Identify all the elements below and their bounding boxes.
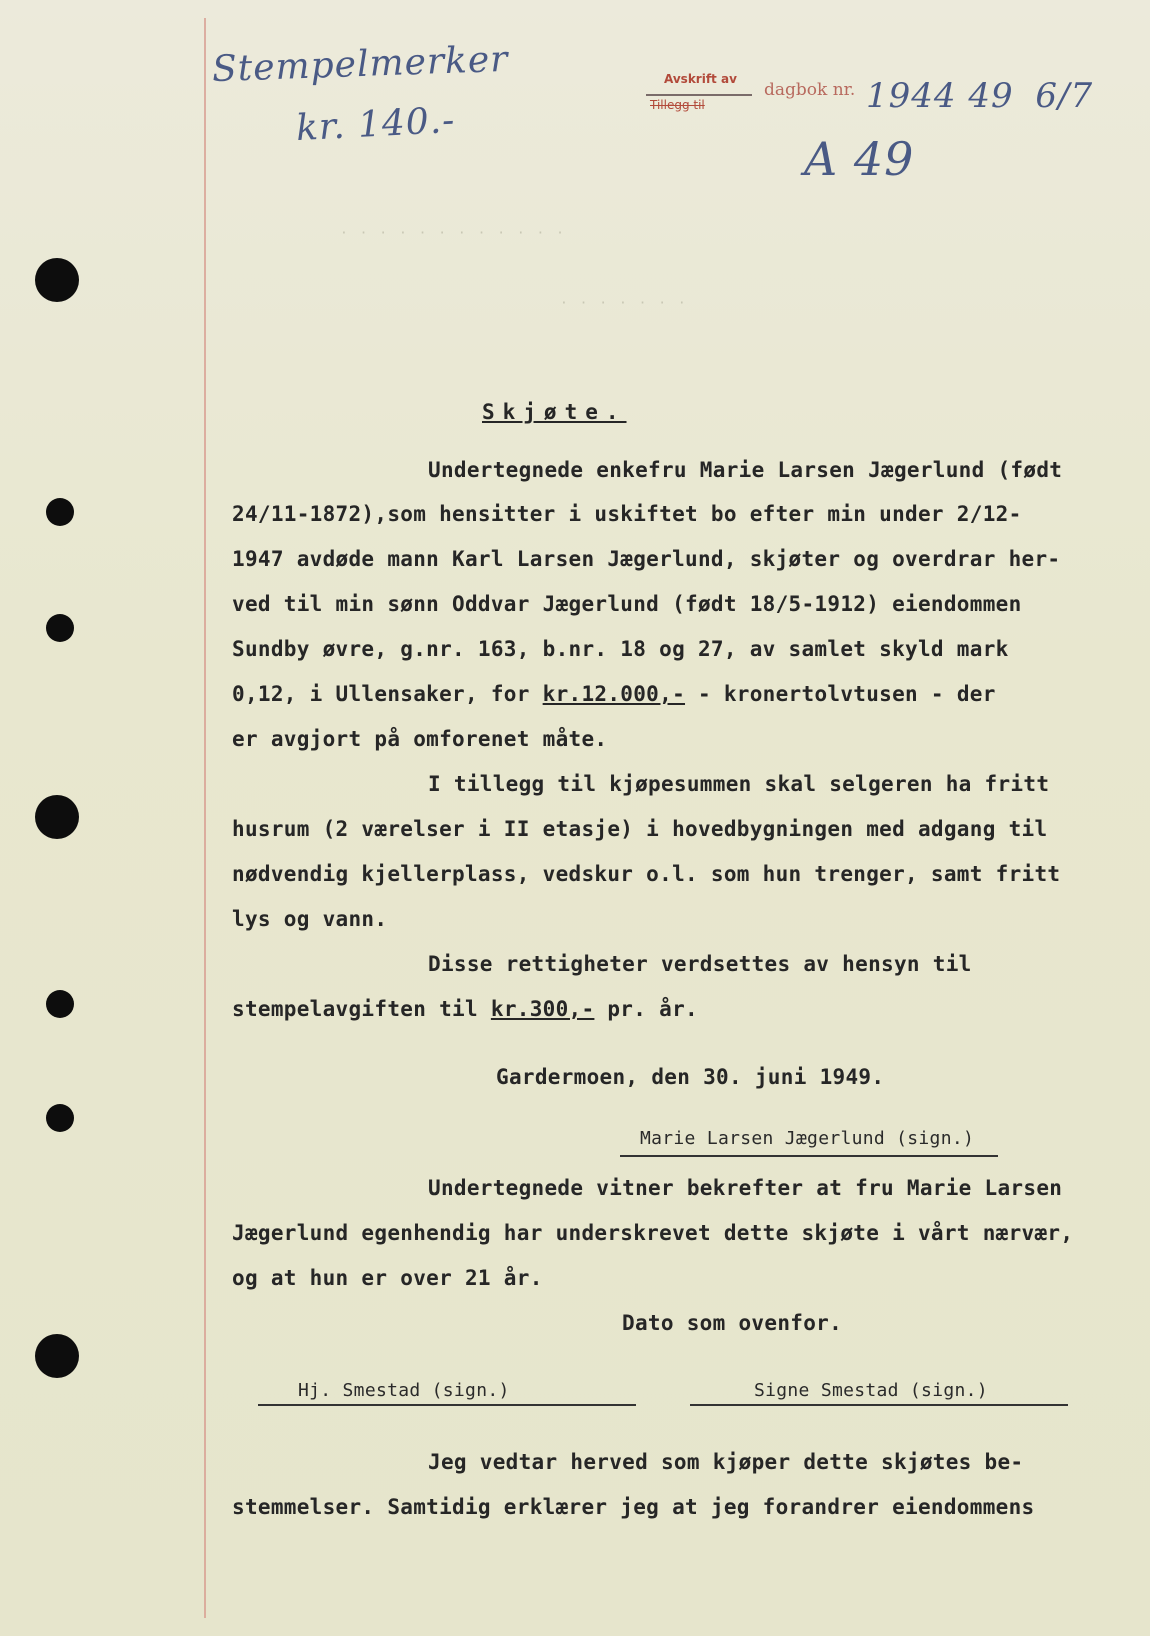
stamp-underline — [646, 94, 752, 96]
binder-hole — [46, 498, 74, 526]
witness-line: Undertegnede vitner bekrefter at fru Marie Larsen — [428, 1176, 1063, 1200]
para3-text: stempelavgiften til — [232, 997, 491, 1021]
binder-hole — [35, 795, 79, 839]
seller-signature: Marie Larsen Jægerlund (sign.) — [640, 1128, 975, 1149]
witness1-signature-line — [258, 1404, 636, 1406]
para1-line: 24/11-1872),som hensitter i uskiftet bo efter min under 2/12- — [232, 502, 1022, 526]
para1-line: er avgjort på omforenet måte. — [232, 727, 608, 751]
para1-line: Sundby øvre, g.nr. 163, b.nr. 18 og 27, av samlet skyld mark — [232, 637, 1009, 661]
handwritten-dagbok-number — [866, 76, 1093, 116]
dato-line: Dato som ovenfor. — [622, 1311, 843, 1335]
bleed-through-mark: · · · · · · · · · · · · — [340, 226, 567, 241]
bleed-through-mark: · · · · · · · — [560, 296, 688, 311]
margin-line — [204, 18, 206, 1618]
para1-line: ved til min sønn Oddvar Jægerlund (født 18/5-1912) eiendommen — [232, 592, 1022, 616]
dagbok-year: 49 — [968, 76, 1014, 116]
witness-line: Jægerlund egenhendig har underskrevet dette skjøte i vårt nærvær, — [232, 1221, 1074, 1245]
handwritten-stamp-amount: kr. 140.- — [295, 99, 457, 150]
dagbok-date: 6/7 — [1035, 76, 1094, 116]
seller-signature-line — [620, 1155, 998, 1157]
binder-hole — [35, 1334, 79, 1378]
witness-line: og at hun er over 21 år. — [232, 1266, 543, 1290]
buyer-line: stemmelser. Samtidig erklærer jeg at jeg forandrer eiendommens — [232, 1495, 1035, 1519]
binder-hole — [46, 1104, 74, 1132]
rights-value: kr.300,- — [490, 997, 595, 1021]
para1-line: 1947 avdøde mann Karl Larsen Jægerlund, skjøter og overdrar her- — [232, 547, 1061, 571]
para3-text: pr. år. — [594, 997, 698, 1021]
dagbok-number: 1944 — [866, 76, 957, 116]
witness1-signature: Hj. Smestad (sign.) — [298, 1380, 510, 1401]
document-title: Skjøte. — [482, 400, 627, 424]
witness2-signature: Signe Smestad (sign.) — [754, 1380, 988, 1401]
buyer-line: Jeg vedtar herved som kjøper dette skjøtes be- — [428, 1450, 1024, 1474]
purchase-price: kr.12.000,- — [542, 682, 686, 706]
binder-hole — [46, 614, 74, 642]
para1-line-price — [232, 682, 996, 706]
para3-line: Disse rettigheter verdsettes av hensyn til — [428, 952, 972, 976]
stamp-tillegg: Tillegg til — [650, 98, 705, 112]
para2-line: I tillegg til kjøpesummen skal selgeren ha fritt — [428, 772, 1050, 796]
para1-text: 0,12, i Ullensaker, for — [232, 682, 543, 706]
para1-line: Undertegnede enkefru Marie Larsen Jægerlund (født — [428, 458, 1063, 482]
binder-hole — [46, 990, 74, 1018]
stamp-avskrift: Avskrift av — [664, 72, 737, 86]
handwritten-stamp-label: Stempelmerker — [211, 38, 510, 91]
handwritten-register-ref: A 49 — [804, 132, 915, 186]
binder-hole — [35, 258, 79, 302]
para1-text: - kronertolvtusen - der — [685, 682, 996, 706]
para2-line: nødvendig kjellerplass, vedskur o.l. som hun trenger, samt fritt — [232, 862, 1061, 886]
witness2-signature-line — [690, 1404, 1068, 1406]
para2-line: husrum (2 værelser i II etasje) i hovedbygningen med adgang til — [232, 817, 1048, 841]
dagbok-label: dagbok nr. — [764, 80, 856, 100]
para3-line-amount — [232, 997, 698, 1021]
para2-line: lys og vann. — [232, 907, 388, 931]
place-date: Gardermoen, den 30. juni 1949. — [496, 1065, 885, 1089]
